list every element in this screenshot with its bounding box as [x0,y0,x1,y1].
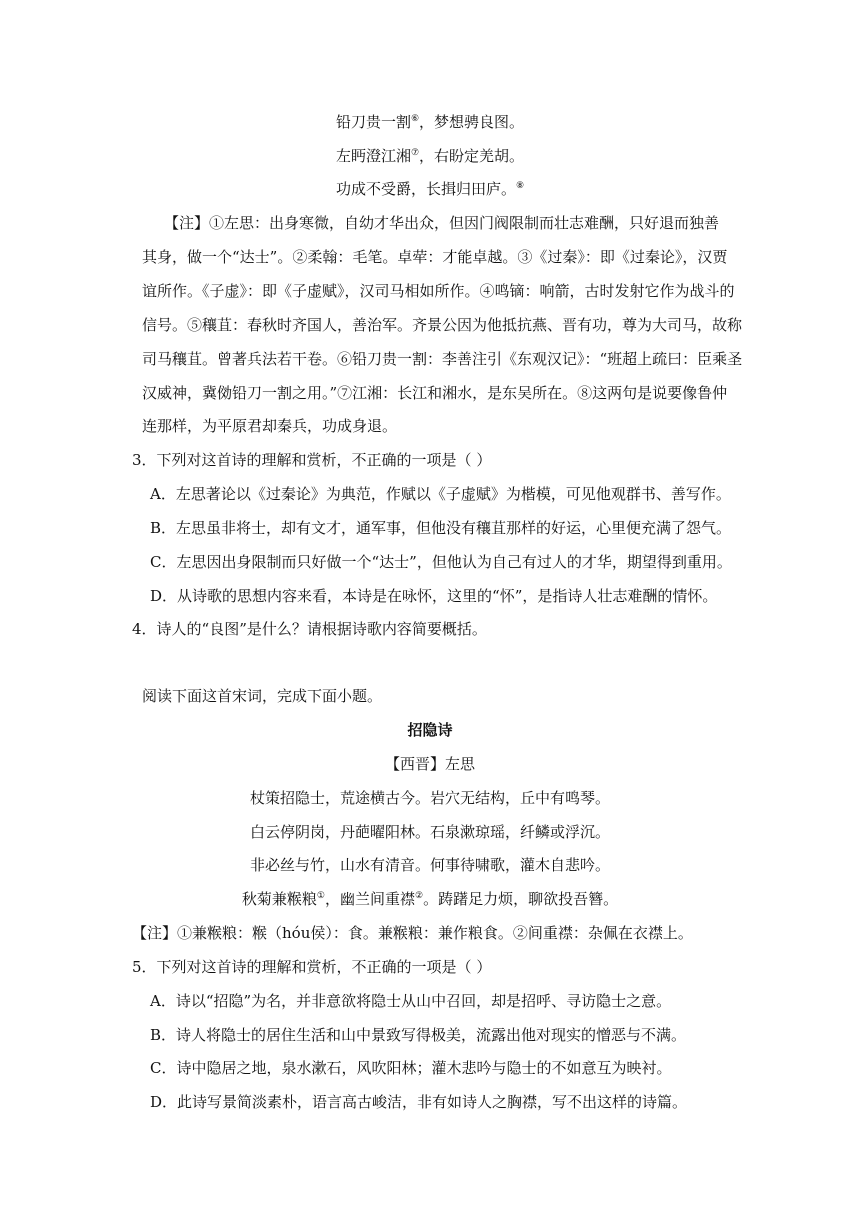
question-3-option-a: A．左思著论以《过秦论》为典范，作赋以《子虚赋》为楷模，可见他观群书、善写作。 [150,485,731,503]
poem1-note-line: 司马穰苴。曾著兵法若干卷。⑥铅刀贵一割：李善注引《东观汉记》：“班超上疏曰：臣乘圣 [142,350,743,368]
question-3-option-d: D．从诗歌的思想内容来看，本诗是在咏怀，这里的“怀”，是指诗人壮志难酬的情怀。 [150,587,718,605]
poem2-note: 【注】①兼糇粮：糇（hóu侯）：食。兼糇粮：兼作粮食。②间重襟：杂佩在衣襟上。 [132,924,693,942]
question-5-stem: 5．下列对这首诗的理解和赏析，不正确的一项是（ ） [132,958,492,976]
question-3-stem: 3．下列对这首诗的理解和赏析，不正确的一项是（ ） [132,451,492,469]
poem1-line-3: 功成不受爵，长揖归田庐。⑧ [335,180,525,198]
question-5-option-a: A．诗以“招隐”为名，并非意欲将隐士从山中召回，却是招呼、寻访隐士之意。 [150,992,672,1010]
poem2-line-3: 非必丝与竹，山水有清音。何事待啸歌，灌木自悲吟。 [249,856,610,874]
question-5-option-b: B．诗人将隐士的居住生活和山中景致写得极美，流露出他对现实的憎恶与不满。 [150,1026,687,1044]
poem1-note-line: 汉威神，冀俲铅刀一割之用。”⑦江湘：长江和湘水，是东吴所在。⑧这两句是说要像鲁仲 [142,384,728,402]
poem1-line-2: 左眄澄江湘⑦，右盼定羌胡。 [335,147,525,165]
question-4-stem: 4．诗人的“良图”是什么？请根据诗歌内容简要概括。 [132,620,487,638]
poem1-note-line: 信号。⑤穰苴：春秋时齐国人，善治军。齐景公因为他抵抗燕、晋有功，尊为大司马，故称 [142,316,743,334]
poem1-note-line: 【注】①左思：出身寒微，自幼才华出众，但因门阀限制而壮志难酬，只好退而独善 [164,214,720,232]
poem1-note-line: 其身，做一个“达士”。②柔翰：毛笔。卓荦：才能卓越。③《过秦》：即《过秦论》，汉贾 [142,248,728,266]
question-5-option-c: C．诗中隐居之地，泉水漱石，风吹阳林；灌木悲吟与隐士的不如意互为映衬。 [150,1059,672,1077]
question-3-option-b: B．左思虽非将士，却有文才，通军事，但他没有穰苴那样的好运，心里便充满了怨气。 [150,519,732,537]
poem-author: 【西晋】左思 [384,755,475,773]
section-intro: 阅读下面这首宋词，完成下面小题。 [142,687,383,705]
poem2-line-2: 白云停阴岗，丹葩曜阳林。石泉漱琼瑶，纤鳞或浮沉。 [249,823,610,841]
question-5-option-d: D．此诗写景简淡素朴，语言高古峻洁，非有如诗人之胸襟，写不出这样的诗篇。 [150,1093,688,1111]
poem1-note-line: 连那样，为平原君却秦兵，功成身退。 [142,417,398,435]
poem2-line-4: 秋菊兼糇粮①，幽兰间重襟②。踌躇足力烦，聊欲投吾簪。 [241,890,619,908]
poem2-line-1: 杖策招隐士，荒途横古今。岩穴无结构，丘中有鸣琴。 [249,789,610,807]
poem-title: 招隐诗 [407,721,453,739]
poem1-line-1: 铅刀贵一割⑥，梦想骋良图。 [335,113,525,131]
poem1-note-line: 谊所作。《子虚》：即《子虚赋》，汉司马相如所作。④鸣镝：响箭，古时发射它作为战斗的 [142,282,735,300]
question-3-option-c: C．左思因出身限制而只好做一个“达士”，但他认为自己有过人的才华，期望得到重用。 [150,553,732,571]
